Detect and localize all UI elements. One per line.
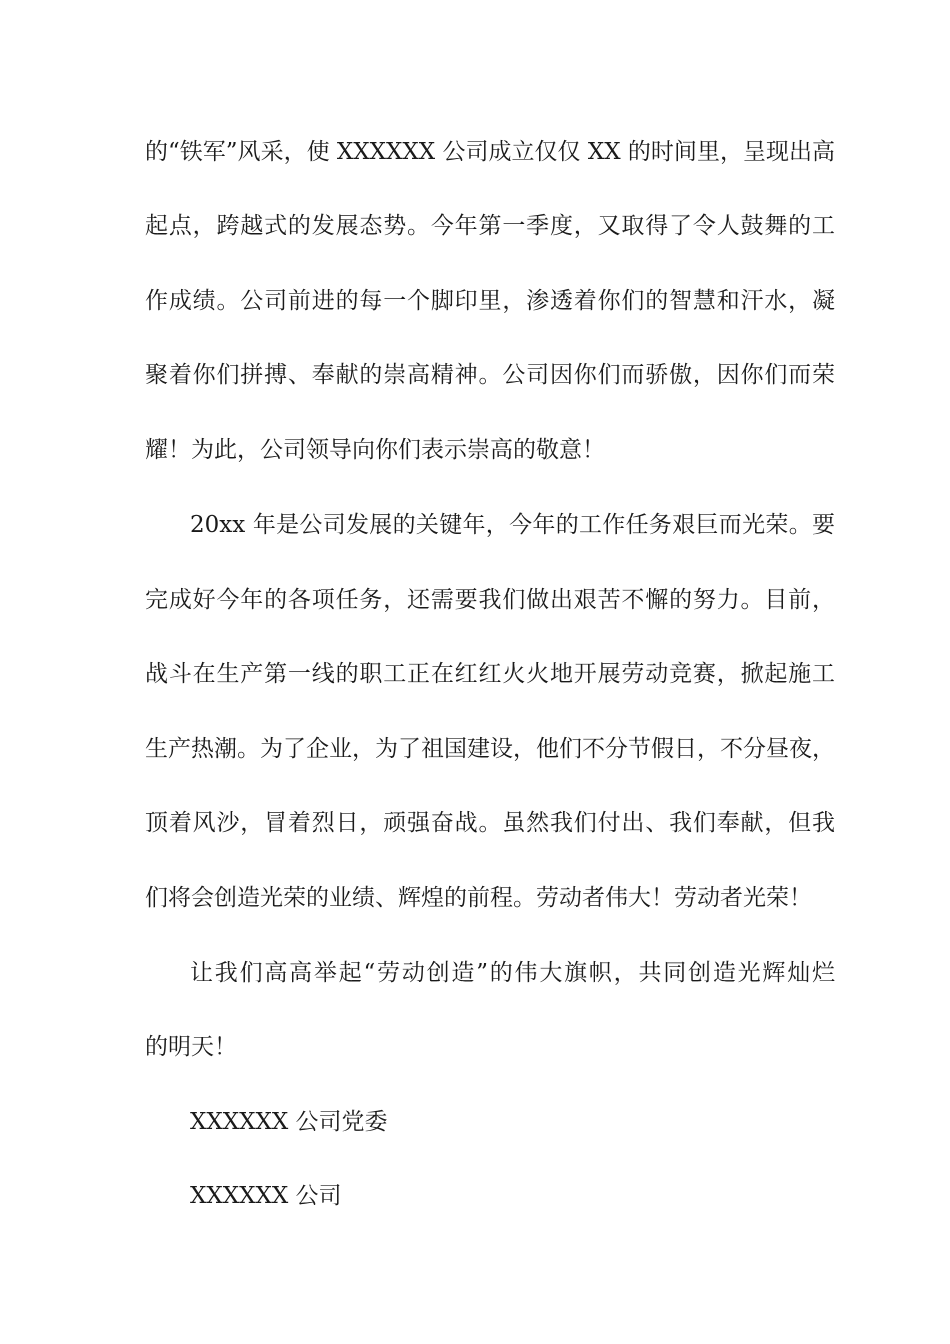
- paragraph-1-line-4: 聚着你们拼搏、奉献的崇高精神。公司因你们而骄傲，因你们而荣: [145, 362, 835, 388]
- signature-company: XXXXXX 公司: [190, 1183, 342, 1209]
- paragraph-1-line-3: 作成绩。公司前进的每一个脚印里，渗透着你们的智慧和汗水，凝: [145, 288, 835, 314]
- paragraph-2-line-5: 顶着风沙，冒着烈日，顽强奋战。虽然我们付出、我们奉献，但我: [145, 810, 835, 836]
- paragraph-3-line-1: 让我们高高举起“劳动创造”的伟大旗帜，共同创造光辉灿烂: [190, 960, 835, 986]
- paragraph-1-line-5: 耀！为此，公司领导向你们表示崇高的敬意！: [145, 437, 605, 463]
- signature-party-committee: XXXXXX 公司党委: [190, 1109, 388, 1135]
- paragraph-3-line-2: 的明天！: [145, 1034, 237, 1060]
- paragraph-1-line-1: 的“铁军”风采，使 XXXXXX 公司成立仅仅 XX 的时间里，呈现出高: [145, 139, 835, 165]
- paragraph-2-line-4: 生产热潮。为了企业，为了祖国建设，他们不分节假日，不分昼夜，: [145, 736, 835, 762]
- paragraph-2-line-6: 们将会创造光荣的业绩、辉煌的前程。劳动者伟大！劳动者光荣！: [145, 885, 812, 911]
- paragraph-2-line-1: 20xx 年是公司发展的关键年，今年的工作任务艰巨而光荣。要: [190, 512, 835, 538]
- paragraph-2-line-3: 战斗在生产第一线的职工正在红红火火地开展劳动竞赛，掀起施工: [145, 661, 835, 687]
- paragraph-2-line-2: 完成好今年的各项任务，还需要我们做出艰苦不懈的努力。目前，: [145, 587, 835, 613]
- paragraph-1-line-2: 起点，跨越式的发展态势。今年第一季度，又取得了令人鼓舞的工: [145, 213, 835, 239]
